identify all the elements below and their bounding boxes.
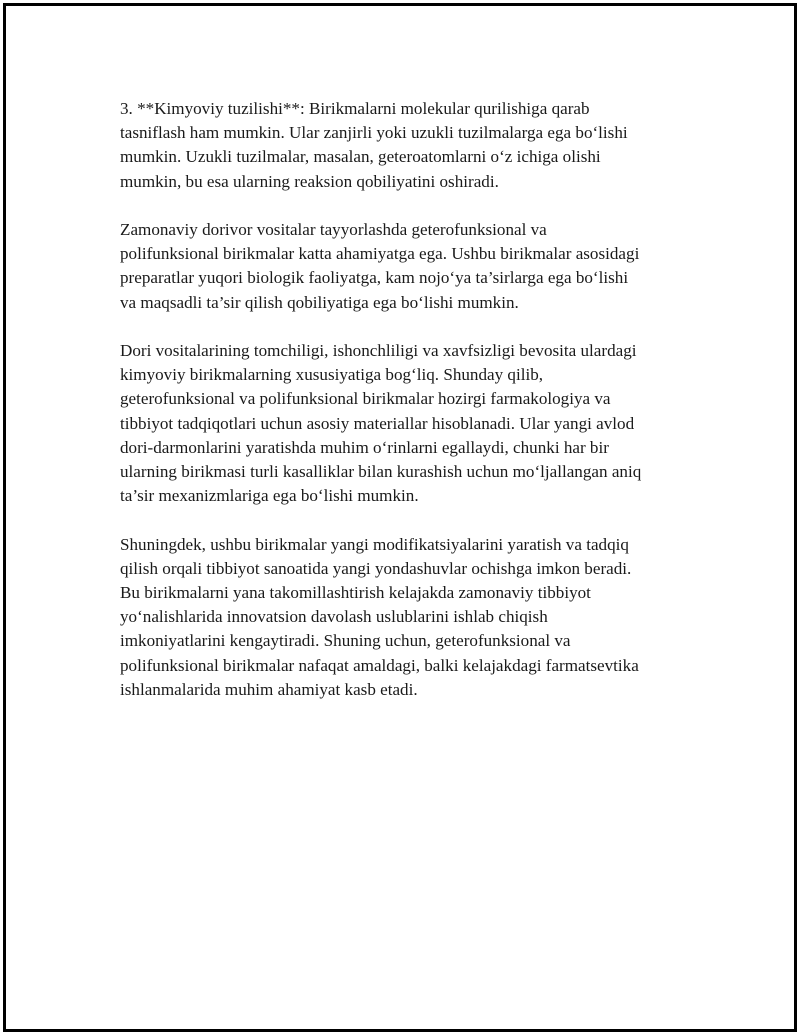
text-line: ularning birikmasi turli kasalliklar bilan kurashish uchun mo‘ljallangan aniq xyxy=(120,462,642,482)
text-line: Zamonaviy dorivor vositalar tayyorlashda geterofunksional va xyxy=(120,220,547,239)
text-line: yo‘nalishlarida innovatsion davolash uslublarini ishlab chiqish xyxy=(120,607,548,627)
paragraph xyxy=(120,97,700,194)
document-body xyxy=(120,97,700,726)
text-line: va maqsadli ta’sir qilish qobiliyatiga ega bo‘lishi mumkin. xyxy=(120,292,519,312)
text-line: ta’sir mexanizmlariga ega bo‘lishi mumkin. xyxy=(120,486,419,506)
text-line: Bu birikmalarni yana takomillashtirish kelajakda zamonaviy tibbiyot xyxy=(120,583,591,603)
text-line: kimyoviy birikmalarning xususiyatiga bog‘liq. Shunday qilib, xyxy=(120,365,544,385)
paragraph xyxy=(120,218,700,315)
text-line: mumkin. Uzukli tuzilmalar, masalan, geteroatomlarni o‘z ichiga olishi xyxy=(120,147,601,167)
text-line: preparatlar yuqori biologik faoliyatga, kam nojo‘ya ta’sirlarga ega bo‘lishi xyxy=(120,268,629,288)
text-line: 3. **Kimyoviy tuzilishi**: Birikmalarni molekular qurilishiga qarab xyxy=(120,99,590,118)
text-line: polifunksional birikmalar nafaqat amaldagi, balki kelajakdagi farmatsevtika xyxy=(120,655,639,675)
text-line: polifunksional birikmalar katta ahamiyatga ega. Ushbu birikmalar asosidagi xyxy=(120,244,640,264)
text-line: ishlanmalarida muhim ahamiyat kasb etadi. xyxy=(120,679,418,699)
text-line: geterofunksional va polifunksional birikmalar hozirgi farmakologiya va xyxy=(120,389,611,409)
text-line: tibbiyot tadqiqotlari uchun asosiy materiallar hisoblanadi. Ular yangi avlod xyxy=(120,413,635,433)
text-line: Shuningdek, ushbu birikmalar yangi modifikatsiyalarini yaratish va tadqiq xyxy=(120,534,629,554)
text-line: qilish orqali tibbiyot sanoatida yangi yondashuvlar ochishga imkon beradi. xyxy=(120,558,632,578)
paragraph xyxy=(120,533,700,702)
text-line: dori-darmonlarini yaratishda muhim o‘rinlarni egallaydi, chunki har bir xyxy=(120,437,609,457)
text-line: imkoniyatlarini kengaytiradi. Shuning uchun, geterofunksional va xyxy=(120,631,571,651)
paragraph xyxy=(120,339,700,508)
text-line: mumkin, bu esa ularning reaksion qobiliyatini oshiradi. xyxy=(120,171,499,191)
text-line: tasniflash ham mumkin. Ular zanjirli yoki uzukli tuzilmalarga ega bo‘lishi xyxy=(120,123,628,143)
text-line: Dori vositalarining tomchiligi, ishonchliligi va xavfsizligi bevosita ulardagi xyxy=(120,341,637,360)
document-page xyxy=(3,3,797,1032)
